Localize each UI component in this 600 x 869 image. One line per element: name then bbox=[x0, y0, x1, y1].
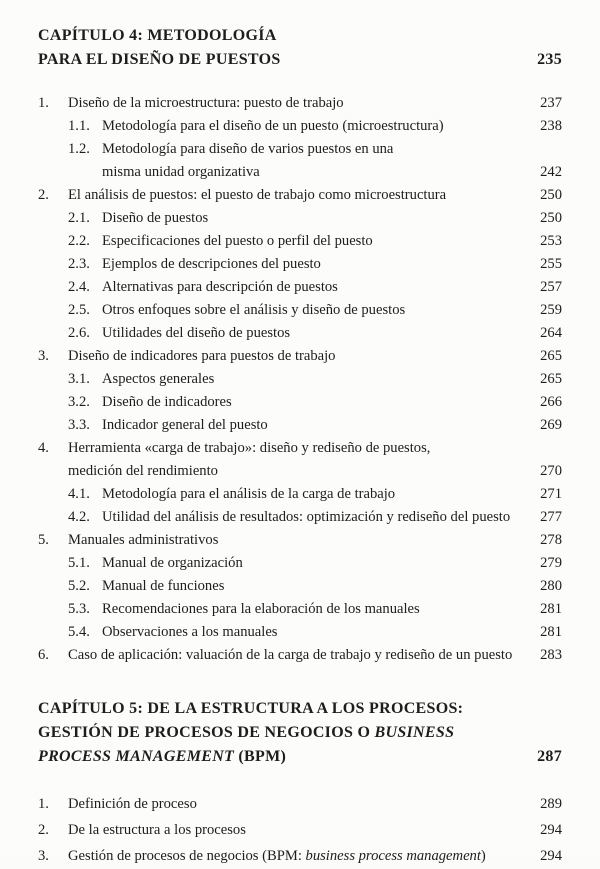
entry-text bbox=[102, 276, 338, 299]
entry-text bbox=[102, 391, 232, 414]
entry-text-segment: Diseño de puestos bbox=[102, 210, 209, 226]
entry-text-segment: Ejemplos de descripciones del puesto bbox=[102, 256, 321, 272]
entry-text bbox=[102, 368, 214, 391]
toc-entry-row bbox=[38, 276, 562, 299]
entry-text-segment: Caso de aplicación: valuación de la carga de trabajo y rediseño de un puesto bbox=[68, 647, 513, 663]
chapter-title-text bbox=[38, 48, 281, 72]
toc-entry-row bbox=[38, 253, 562, 276]
entry-page-number: 294 bbox=[540, 848, 562, 864]
toc-entry-row bbox=[38, 230, 562, 253]
entry-page-number: 250 bbox=[540, 210, 562, 226]
entry-page-number: 253 bbox=[540, 233, 562, 249]
entry-page-number: 278 bbox=[540, 532, 562, 548]
entry-page-number: 265 bbox=[540, 371, 562, 387]
chapter-title-segment: CAPÍTULO 4: METODOLOGÍA bbox=[38, 27, 277, 44]
entry-number: 6. bbox=[38, 647, 49, 663]
toc-entry-row bbox=[38, 791, 562, 817]
entry-text bbox=[102, 598, 420, 621]
entry-number: 4. bbox=[38, 440, 49, 456]
entry-text bbox=[102, 230, 373, 253]
toc-entry-row bbox=[38, 368, 562, 391]
entry-list bbox=[38, 92, 562, 667]
entry-page-number: 270 bbox=[540, 463, 562, 479]
entry-text bbox=[102, 552, 243, 575]
entry-text-segment: Indicador general del puesto bbox=[102, 417, 268, 433]
toc-entry-row bbox=[38, 817, 562, 843]
entry-page-number: 259 bbox=[540, 302, 562, 318]
toc-entry-row bbox=[38, 843, 562, 869]
entry-text-segment: Metodología para el análisis de la carga de trabajo bbox=[102, 486, 396, 502]
entry-text-segment: Herramienta «carga de trabajo»: diseño y rediseño de puestos, bbox=[68, 440, 431, 456]
toc-entry-row bbox=[38, 460, 562, 483]
entry-number: 2.6. bbox=[68, 325, 90, 341]
entry-text-segment: Manual de organización bbox=[102, 555, 243, 571]
entry-text-segment: Otros enfoques sobre el análisis y diseño de puestos bbox=[102, 302, 406, 318]
toc-entry-row bbox=[38, 322, 562, 345]
entry-text-segment: Utilidad del análisis de resultados: optimización y rediseño del puesto bbox=[102, 509, 511, 525]
entry-number: 5.3. bbox=[68, 601, 90, 617]
entry-number: 2.5. bbox=[68, 302, 90, 318]
entry-number: 5.2. bbox=[68, 578, 90, 594]
entry-number: 3.3. bbox=[68, 417, 90, 433]
entry-text bbox=[68, 843, 486, 869]
chapter-section bbox=[38, 24, 562, 667]
chapter-page-number: 287 bbox=[537, 748, 562, 765]
entry-number: 3. bbox=[38, 848, 49, 864]
entry-page-number: 242 bbox=[540, 164, 562, 180]
entry-text bbox=[68, 437, 430, 460]
toc-entry-row bbox=[38, 138, 562, 161]
toc-entry-row bbox=[38, 644, 562, 667]
entry-text-segment: Diseño de indicadores bbox=[102, 394, 232, 410]
entry-number: 2.2. bbox=[68, 233, 90, 249]
toc-entry-row bbox=[38, 598, 562, 621]
entry-text bbox=[102, 115, 444, 138]
entry-text bbox=[68, 644, 512, 667]
entry-number: 5. bbox=[38, 532, 49, 548]
entry-page-number: 266 bbox=[540, 394, 562, 410]
entry-page-number: 283 bbox=[540, 647, 562, 663]
entry-number: 4.2. bbox=[68, 509, 90, 525]
entry-page-number: 281 bbox=[540, 624, 562, 640]
entry-text-segment: Recomendaciones para la elaboración de los manuales bbox=[102, 601, 420, 617]
chapter-heading-line bbox=[38, 721, 562, 745]
entry-number: 2.1. bbox=[68, 210, 90, 226]
entry-text bbox=[102, 483, 395, 506]
chapter-heading bbox=[38, 697, 562, 769]
entry-text bbox=[68, 529, 218, 552]
chapter-title-segment: PROCESS MANAGEMENT bbox=[38, 748, 235, 765]
entry-number: 2. bbox=[38, 822, 49, 838]
entry-text bbox=[68, 92, 344, 115]
entry-text-segment: De la estructura a los procesos bbox=[68, 822, 246, 838]
entry-number: 3.1. bbox=[68, 371, 90, 387]
entry-number: 1.1. bbox=[68, 118, 90, 134]
entry-text-segment: Diseño de indicadores para puestos de trabajo bbox=[68, 348, 336, 364]
entry-page-number: 281 bbox=[540, 601, 562, 617]
entry-number: 3.2. bbox=[68, 394, 90, 410]
entry-number: 2.4. bbox=[68, 279, 90, 295]
entry-text bbox=[68, 817, 246, 843]
chapter-title-segment: CAPÍTULO 5: DE LA ESTRUCTURA A LOS PROCESOS: bbox=[38, 700, 464, 717]
chapter-heading-line bbox=[38, 48, 562, 72]
entry-text-segment: misma unidad organizativa bbox=[102, 164, 260, 180]
entry-text-segment: Diseño de la microestructura: puesto de trabajo bbox=[68, 95, 344, 111]
toc-entry-row bbox=[38, 437, 562, 460]
entry-page-number: 255 bbox=[540, 256, 562, 272]
entry-page-number: 280 bbox=[540, 578, 562, 594]
entry-page-number: 264 bbox=[540, 325, 562, 341]
toc-entry-row bbox=[38, 391, 562, 414]
entry-text-segment: Aspectos generales bbox=[102, 371, 215, 387]
chapter-title-text bbox=[38, 721, 454, 745]
chapter-heading bbox=[38, 24, 562, 72]
entry-page-number: 265 bbox=[540, 348, 562, 364]
entry-text-segment: El análisis de puestos: el puesto de trabajo como microestructura bbox=[68, 187, 447, 203]
entry-number: 4.1. bbox=[68, 486, 90, 502]
toc-entry-row bbox=[38, 92, 562, 115]
entry-text-segment: Metodología para el diseño de un puesto (microestructura) bbox=[102, 118, 444, 134]
entry-text-segment: Especificaciones del puesto o perfil del puesto bbox=[102, 233, 373, 249]
toc-entry-row bbox=[38, 161, 562, 184]
chapter-title-segment: PARA EL DISEÑO DE PUESTOS bbox=[38, 51, 281, 68]
toc-entry-row bbox=[38, 621, 562, 644]
chapter-page-number: 235 bbox=[537, 51, 562, 68]
entry-text bbox=[102, 621, 277, 644]
chapter-title-text bbox=[38, 745, 286, 769]
toc-entry-row bbox=[38, 552, 562, 575]
entry-text-segment: Observaciones a los manuales bbox=[102, 624, 278, 640]
chapter-title-segment: BUSINESS bbox=[374, 724, 455, 741]
entry-number: 1.2. bbox=[68, 141, 90, 157]
entry-page-number: 238 bbox=[540, 118, 562, 134]
entry-list bbox=[38, 791, 562, 869]
chapter-title-text bbox=[38, 697, 463, 721]
toc-entry-row bbox=[38, 575, 562, 598]
chapter-title-segment: (BPM) bbox=[234, 748, 287, 765]
entry-text-segment: Gestión de procesos de negocios (BPM: bbox=[68, 848, 306, 864]
entry-text bbox=[102, 322, 290, 345]
entry-text-segment: ) bbox=[480, 848, 486, 864]
entry-text-segment: Alternativas para descripción de puestos bbox=[102, 279, 338, 295]
entry-text bbox=[102, 575, 224, 598]
toc-entry-row bbox=[38, 529, 562, 552]
entry-number: 1. bbox=[38, 796, 49, 812]
entry-page-number: 294 bbox=[540, 822, 562, 838]
entry-text-segment: Utilidades del diseño de puestos bbox=[102, 325, 291, 341]
entry-page-number: 279 bbox=[540, 555, 562, 571]
entry-number: 1. bbox=[38, 95, 49, 111]
chapter-title-text bbox=[38, 24, 277, 48]
entry-text-segment: medición del rendimiento bbox=[68, 463, 218, 479]
entry-text-segment: Definición de proceso bbox=[68, 796, 197, 812]
entry-text bbox=[68, 791, 197, 817]
entry-page-number: 237 bbox=[540, 95, 562, 111]
entry-text bbox=[102, 138, 393, 161]
entry-text-segment: business process management bbox=[305, 848, 481, 864]
entry-page-number: 250 bbox=[540, 187, 562, 203]
entry-text bbox=[102, 299, 405, 322]
entry-text-segment: Metodología para diseño de varios puestos en una bbox=[102, 141, 394, 157]
entry-page-number: 271 bbox=[540, 486, 562, 502]
entry-text-segment: Manual de funciones bbox=[102, 578, 225, 594]
entry-page-number: 269 bbox=[540, 417, 562, 433]
chapter-heading-line bbox=[38, 697, 562, 721]
entry-number: 2.3. bbox=[68, 256, 90, 272]
entry-number: 3. bbox=[38, 348, 49, 364]
entry-number: 5.1. bbox=[68, 555, 90, 571]
toc-entry-row bbox=[38, 184, 562, 207]
entry-page-number: 277 bbox=[540, 509, 562, 525]
toc-entry-row bbox=[38, 414, 562, 437]
entry-text bbox=[102, 207, 208, 230]
toc-entry-row bbox=[38, 345, 562, 368]
entry-text bbox=[68, 345, 335, 368]
entry-text bbox=[102, 506, 510, 529]
entry-text bbox=[102, 414, 268, 437]
toc-entry-row bbox=[38, 207, 562, 230]
toc-entry-row bbox=[38, 115, 562, 138]
toc-entry-row bbox=[38, 506, 562, 529]
entry-page-number: 289 bbox=[540, 796, 562, 812]
toc-entry-row bbox=[38, 483, 562, 506]
entry-text bbox=[102, 161, 260, 184]
entry-text-segment: Manuales administrativos bbox=[68, 532, 219, 548]
entry-page-number: 257 bbox=[540, 279, 562, 295]
chapter-heading-line bbox=[38, 745, 562, 769]
chapter-heading-line bbox=[38, 24, 562, 48]
chapter-section bbox=[38, 697, 562, 869]
toc-entry-row bbox=[38, 299, 562, 322]
chapter-title-segment: GESTIÓN DE PROCESOS DE NEGOCIOS O bbox=[38, 724, 375, 741]
entry-text bbox=[68, 184, 446, 207]
entry-text bbox=[102, 253, 321, 276]
entry-number: 2. bbox=[38, 187, 49, 203]
entry-text bbox=[68, 460, 218, 483]
entry-number: 5.4. bbox=[68, 624, 90, 640]
